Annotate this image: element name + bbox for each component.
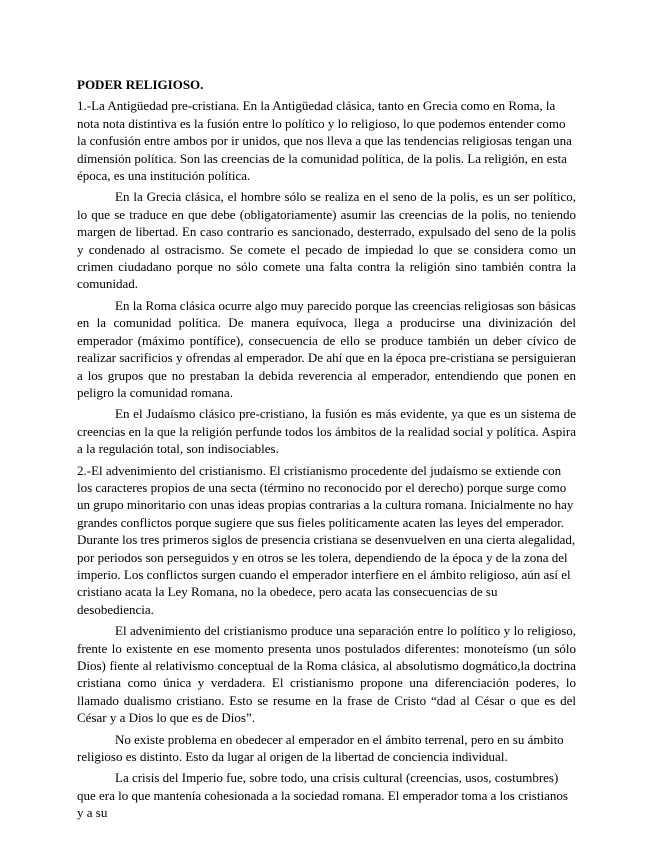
paragraph-crisis: La crisis del Imperio fue, sobre todo, una crisis cultural (creencias, usos, costumbres) que era lo que mantenía cohesionada a la sociedad romana. El emperador toma a los cristianos y a su (77, 770, 568, 821)
paragraph-grecia: En la Grecia clásica, el hombre sólo se realiza en el seno de la polis, es un ser político, lo que se traduce en que debe (obligatoriamente) asumir las creencias de la polis, no teniendo margen de libertad. En caso contrario es sancionado, desterrado, expulsado del seno de la polis y condenado al ostracismo. Se comete el pecado de impiedad lo que se considera como un crimen ciudadano porque no sólo comete una falta contra la religión sino también contra la comunidad. (77, 189, 576, 292)
paragraph-obedecer: No existe problema en obedecer al emperador en el ámbito terrenal, pero en su ámbito religioso es distinto. Esto da lugar al origen de la libertad de conciencia individual. (77, 731, 564, 765)
paragraph-roma: En la Roma clásica ocurre algo muy parecido porque las creencias religiosas son básicas en la comunidad política. De manera equívoca, llega a producirse una divinización del emperador (máximo pontífice), consecuencia de ello se produce también un deber cívico de realizar sacrificios y ofrendas al emperador. De ahí que en la época pre-cristiana se persiguieran a los grupos que no prestaban la debida reverencia al emperador, entendiendo que ponen en peligro la comunidad romana. (77, 297, 576, 400)
paragraph-separacion: El advenimiento del cristianismo produce una separación entre lo político y lo religioso, frente lo existente en ese momento presenta unos postulados diferentes: monoteísmo (un sólo Dios) fiente al relativismo conceptual de la Roma clásica, al absolutismo dogmático,la doctrina cristiana como única y verdadera. El cristianismo propone una diferenciación poderes, lo llamado dualismo cristiano. Esto se resume en la frase de Cristo “dad al César o que es del César y a Dios lo que es de Dios”. (77, 623, 576, 726)
document-title: PODER RELIGIOSO. (77, 77, 204, 92)
paragraph-advenimiento: 2.-El advenimiento del cristianismo. El cristianismo procedente del judaísmo se extiende con los caracteres propios de una secta (término no reconocido por el derecho) porque surge como un grupo minoritario con unas ideas propias contrarias a la cultura romana. Inicialmente no hay grandes conflictos porque sugiere que sus fieles políticamente acaten las leyes del emperador. Durante los tres primeros siglos de presencia cristiana se desenvuelven en una cierta alegalidad, por periodos son perseguidos y en otros se les tolera, dependiendo de la época y de la zona del imperio. Los conflictos surgen cuando el emperador interfiere en el ámbito religioso, aún así el cristiano acata la Ley Romana, no la obedece, pero acata las consecuencias de su desobediencia. (77, 462, 576, 617)
document-body (77, 76, 576, 826)
paragraph-judaismo: En el Judaísmo clásico pre-cristiano, la fusión es más evidente, ya que es un sistema de creencias en la que la religión perfunde todos los ámbitos de la realidad social y política. Aspira a la regulación total, son indisociables. (77, 406, 576, 457)
paragraph-antiguedad: 1.-La Antigüedad pre-cristiana. En la Antigüedad clásica, tanto en Grecia como en Roma, la nota nota distintiva es la fusión entre lo político y lo religioso, lo que podemos entender como la confusión entre ambos por ir unidos, que nos lleva a que las tendencias religiosas tengan una dimensión política. Son las creencias de la comunidad política, de la polis. La religión, en esta época, es una institución política. (77, 98, 572, 184)
